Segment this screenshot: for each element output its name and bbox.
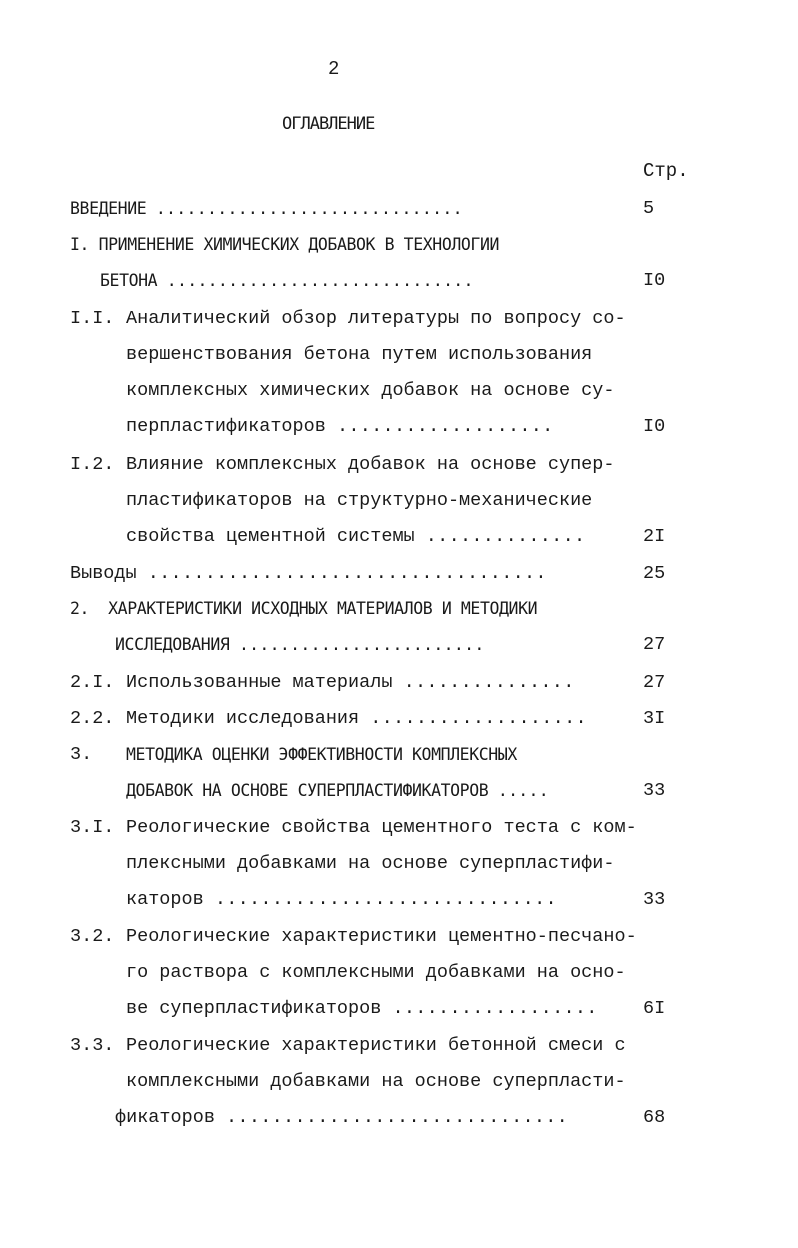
- toc-section-1-1-line-1: Аналитический обзор литературы по вопросу со-: [126, 308, 626, 329]
- leader-dots: ..............................: [214, 889, 557, 910]
- leader-dots: ...............: [403, 672, 575, 693]
- toc-section-number: I.I.: [70, 308, 115, 329]
- toc-section-1-1-line-3: комплексных химических добавок на основе су-: [126, 380, 615, 401]
- toc-page-number: 3I: [643, 708, 666, 729]
- toc-entry-title: свойства цементной системы: [126, 526, 415, 547]
- toc-section-number: 3.2.: [70, 926, 115, 947]
- toc-chapter-2-line-2: [115, 634, 485, 656]
- toc-section-number: 2.2.: [70, 708, 115, 729]
- toc-chapter-1-line-1: I. ПРИМЕНЕНИЕ ХИМИЧЕСКИХ ДОБАВОК В ТЕХНОЛОГИИ: [70, 235, 500, 254]
- toc-entry-title: Использованные материалы: [126, 672, 393, 693]
- toc-section-number: 3.I.: [70, 817, 115, 838]
- toc-entry-title: перпластификаторов: [126, 416, 326, 437]
- leader-dots: ..............: [425, 526, 586, 547]
- leader-dots: ..................: [392, 998, 598, 1019]
- toc-page-number: 2I: [643, 526, 666, 547]
- toc-section-1-2-line-3: [126, 526, 585, 548]
- toc-section-number: 3.3.: [70, 1035, 115, 1056]
- toc-section-3-3-line-3: [115, 1107, 568, 1129]
- toc-section-number: I.2.: [70, 454, 115, 475]
- toc-section-1-1-line-4: [126, 416, 554, 438]
- toc-section-3-3-line-2: комплексными добавками на основе суперпласти-: [126, 1071, 626, 1092]
- toc-section-3-2-line-2: го раствора с комплексными добавками на осно-: [126, 962, 626, 983]
- toc-section-3-1-line-3: [126, 889, 557, 911]
- page-column-header: Стр.: [643, 160, 689, 182]
- toc-page-number: 5: [643, 198, 655, 219]
- toc-entry-title: ИССЛЕДОВАНИЯ: [115, 635, 230, 654]
- toc-entry-title: Методики исследования: [126, 708, 360, 729]
- leader-dots: ..............................: [166, 271, 474, 290]
- toc-page-number: 33: [643, 889, 666, 910]
- leader-dots: ...................: [370, 708, 587, 729]
- toc-section-3-2-line-1: Реологические характеристики цементно-песчано-: [126, 926, 637, 947]
- toc-chapter-number: 3.: [70, 744, 93, 765]
- toc-page-number: I0: [643, 416, 666, 437]
- toc-page-number: 68: [643, 1107, 666, 1128]
- toc-page-number: 27: [643, 672, 666, 693]
- toc-chapter-3-line-1: МЕТОДИКА ОЦЕНКИ ЭФФЕКТИВНОСТИ КОМПЛЕКСНЫХ: [126, 745, 517, 764]
- toc-chapter-1-line-2: [100, 270, 474, 292]
- page-number: 2: [328, 58, 340, 80]
- toc-page-number: 25: [643, 563, 666, 584]
- toc-entry-intro: [70, 198, 463, 220]
- toc-chapter-2-line-1: 2. ХАРАКТЕРИСТИКИ ИСХОДНЫХ МАТЕРИАЛОВ И МЕТОДИКИ: [70, 599, 538, 618]
- toc-page-number: 33: [643, 780, 666, 801]
- leader-dots: ...................................: [147, 563, 547, 584]
- toc-entry-title: ве суперпластификаторов: [126, 998, 382, 1019]
- toc-entry-title: каторов: [126, 889, 204, 910]
- leader-dots: ..............................: [155, 199, 463, 218]
- toc-section-1-2-line-1: Влияние комплексных добавок на основе супер-: [126, 454, 615, 475]
- toc-section-1-1-line-2: вершенствования бетона путем использования: [126, 344, 593, 365]
- toc-entry-title: ДОБАВОК НА ОСНОВЕ СУПЕРПЛАСТИФИКАТОРОВ: [126, 781, 489, 800]
- toc-section-3-1-line-2: плексными добавками на основе суперпластифи-: [126, 853, 615, 874]
- leader-dots: ..............................: [226, 1107, 569, 1128]
- toc-section-number: 2.I.: [70, 672, 115, 693]
- toc-section-3-1-line-1: Реологические свойства цементного теста с ком-: [126, 817, 637, 838]
- toc-entry-conclusions: [70, 563, 547, 585]
- toc-entry-title: фикаторов: [115, 1107, 215, 1128]
- toc-page-number: 27: [643, 634, 666, 655]
- leader-dots: ...................: [336, 416, 554, 437]
- page-title: ОГЛАВЛЕНИЕ: [282, 114, 375, 134]
- toc-entry-title: ВВЕДЕНИЕ: [70, 199, 147, 218]
- leader-dots: .....: [497, 781, 550, 800]
- toc-section-2-2: [126, 708, 587, 730]
- toc-page-number: 6I: [643, 998, 666, 1019]
- toc-section-2-1: [126, 672, 575, 694]
- toc-section-3-2-line-3: [126, 998, 598, 1020]
- toc-entry-title: Выводы: [70, 563, 137, 584]
- toc-section-3-3-line-1: Реологические характеристики бетонной смеси с: [126, 1035, 626, 1056]
- toc-section-1-2-line-2: пластификаторов на структурно-механические: [126, 490, 593, 511]
- leader-dots: ........................: [238, 635, 485, 654]
- toc-chapter-3-line-2: [126, 780, 549, 802]
- toc-page-number: I0: [643, 270, 666, 291]
- toc-entry-title: БЕТОНА: [100, 271, 158, 290]
